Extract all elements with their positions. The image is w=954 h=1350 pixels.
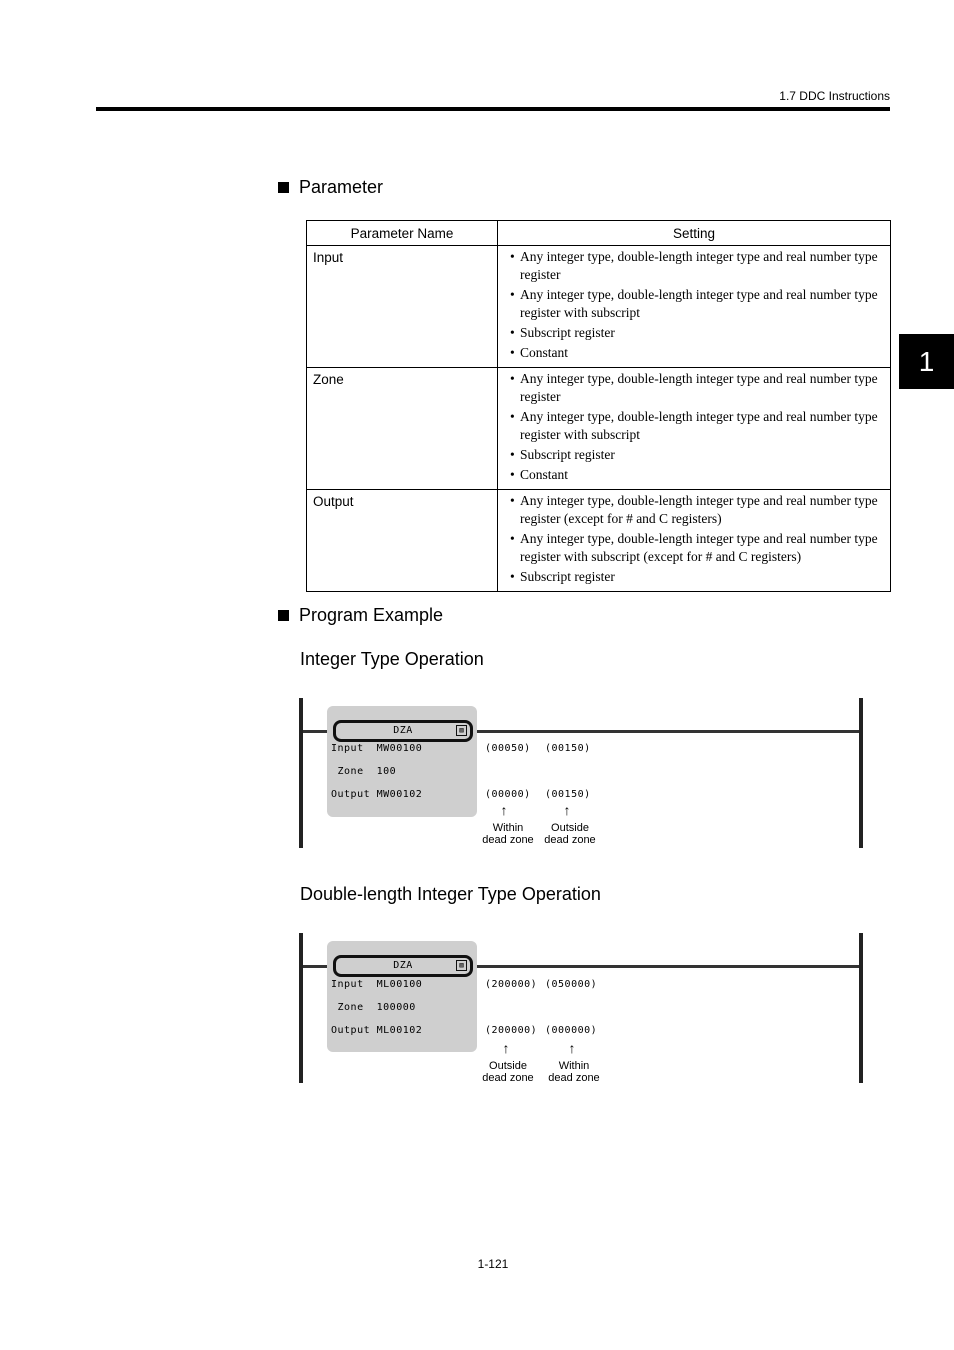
square-bullet-icon [278,610,289,621]
up-arrow-icon: ↑ [500,802,508,818]
page-number: 1-121 [477,1257,509,1271]
header-rule [96,107,890,111]
input-value-2: (050000) [545,979,598,990]
parameter-table [306,220,891,592]
block-expand-icon: ▨ [456,725,467,736]
chapter-tab: 1 [899,334,954,389]
annotation-line: Within [492,822,524,834]
row-name-input: Input [307,246,498,368]
dza-function-block [327,941,477,1052]
up-arrow-icon: ↑ [563,802,571,818]
input-value-1: (00050) [485,743,531,754]
annotation-line: Outside [489,1060,527,1072]
zone-register: Zone 100 [331,766,397,777]
table-row [307,246,891,368]
program-example-heading-text: Program Example [299,605,444,625]
annotation-line: dead zone [482,834,534,846]
input-value-2: (00150) [545,743,591,754]
setting-item: • Subscript register [510,324,878,342]
function-name-box [333,720,473,742]
ladder-diagram-double [299,933,863,1083]
annotation-2 [535,822,605,846]
ladder-diagram-integer [299,698,863,848]
annotation-line: Within [558,1060,590,1072]
setting-item: • Subscript register [510,446,878,464]
annotation-line: dead zone [544,834,596,846]
annotation-1 [473,1060,543,1084]
annotation-2 [539,1060,609,1084]
parameter-heading-text: Parameter [299,177,384,197]
up-arrow-icon: ↑ [568,1040,576,1056]
header-section-title: 1.7 DDC Instructions [779,89,890,103]
setting-item: • Any integer type, double-length integer type and real number type register with subscript (except for # and C registers) [510,530,878,566]
table-row [307,490,891,592]
double-op-heading: Double-length Integer Type Operation [300,884,601,904]
output-register: Output MW00102 [331,789,423,800]
annotation-line: dead zone [548,1072,600,1084]
annotation-line: Outside [551,822,589,834]
row-setting-zone [498,368,891,490]
right-power-rail [859,698,863,848]
output-register: Output ML00102 [331,1025,423,1036]
column-header-name: Parameter Name [307,221,498,246]
row-setting-output [498,490,891,592]
square-bullet-icon [278,182,289,193]
table-row [307,368,891,490]
function-name-box [333,955,473,977]
annotation-1 [473,822,543,846]
annotation-line: dead zone [482,1072,534,1084]
block-expand-icon: ▨ [456,960,467,971]
setting-item: • Any integer type, double-length integer type and real number type register [510,370,878,406]
setting-item: • Subscript register [510,568,878,586]
integer-op-heading: Integer Type Operation [300,649,484,669]
setting-item: • Constant [510,466,878,484]
setting-item: • Any integer type, double-length integer type and real number type register with subscript [510,286,878,322]
left-power-rail [299,698,303,848]
dza-function-block [327,706,477,817]
row-name-zone: Zone [307,368,498,490]
parameter-heading [278,177,383,198]
up-arrow-icon: ↑ [502,1040,510,1056]
input-value-1: (200000) [485,979,538,990]
zone-register: Zone 100000 [331,1002,416,1013]
row-name-output: Output [307,490,498,592]
function-name: DZA [393,960,413,971]
setting-item: • Any integer type, double-length integer type and real number type register [510,248,878,284]
setting-item: • Constant [510,344,878,362]
left-power-rail [299,933,303,1083]
right-power-rail [859,933,863,1083]
output-value-1: (00000) [485,789,531,800]
setting-item: • Any integer type, double-length integer type and real number type register with subscript [510,408,878,444]
output-value-2: (000000) [545,1025,598,1036]
input-register: Input ML00100 [331,979,423,990]
row-setting-input [498,246,891,368]
function-name: DZA [393,725,413,736]
output-value-2: (00150) [545,789,591,800]
column-header-setting: Setting [498,221,891,246]
setting-item: • Any integer type, double-length integer type and real number type register (except for # and C registers) [510,492,878,528]
program-example-heading [278,605,443,626]
table-header-row [307,221,891,246]
output-value-1: (200000) [485,1025,538,1036]
input-register: Input MW00100 [331,743,423,754]
